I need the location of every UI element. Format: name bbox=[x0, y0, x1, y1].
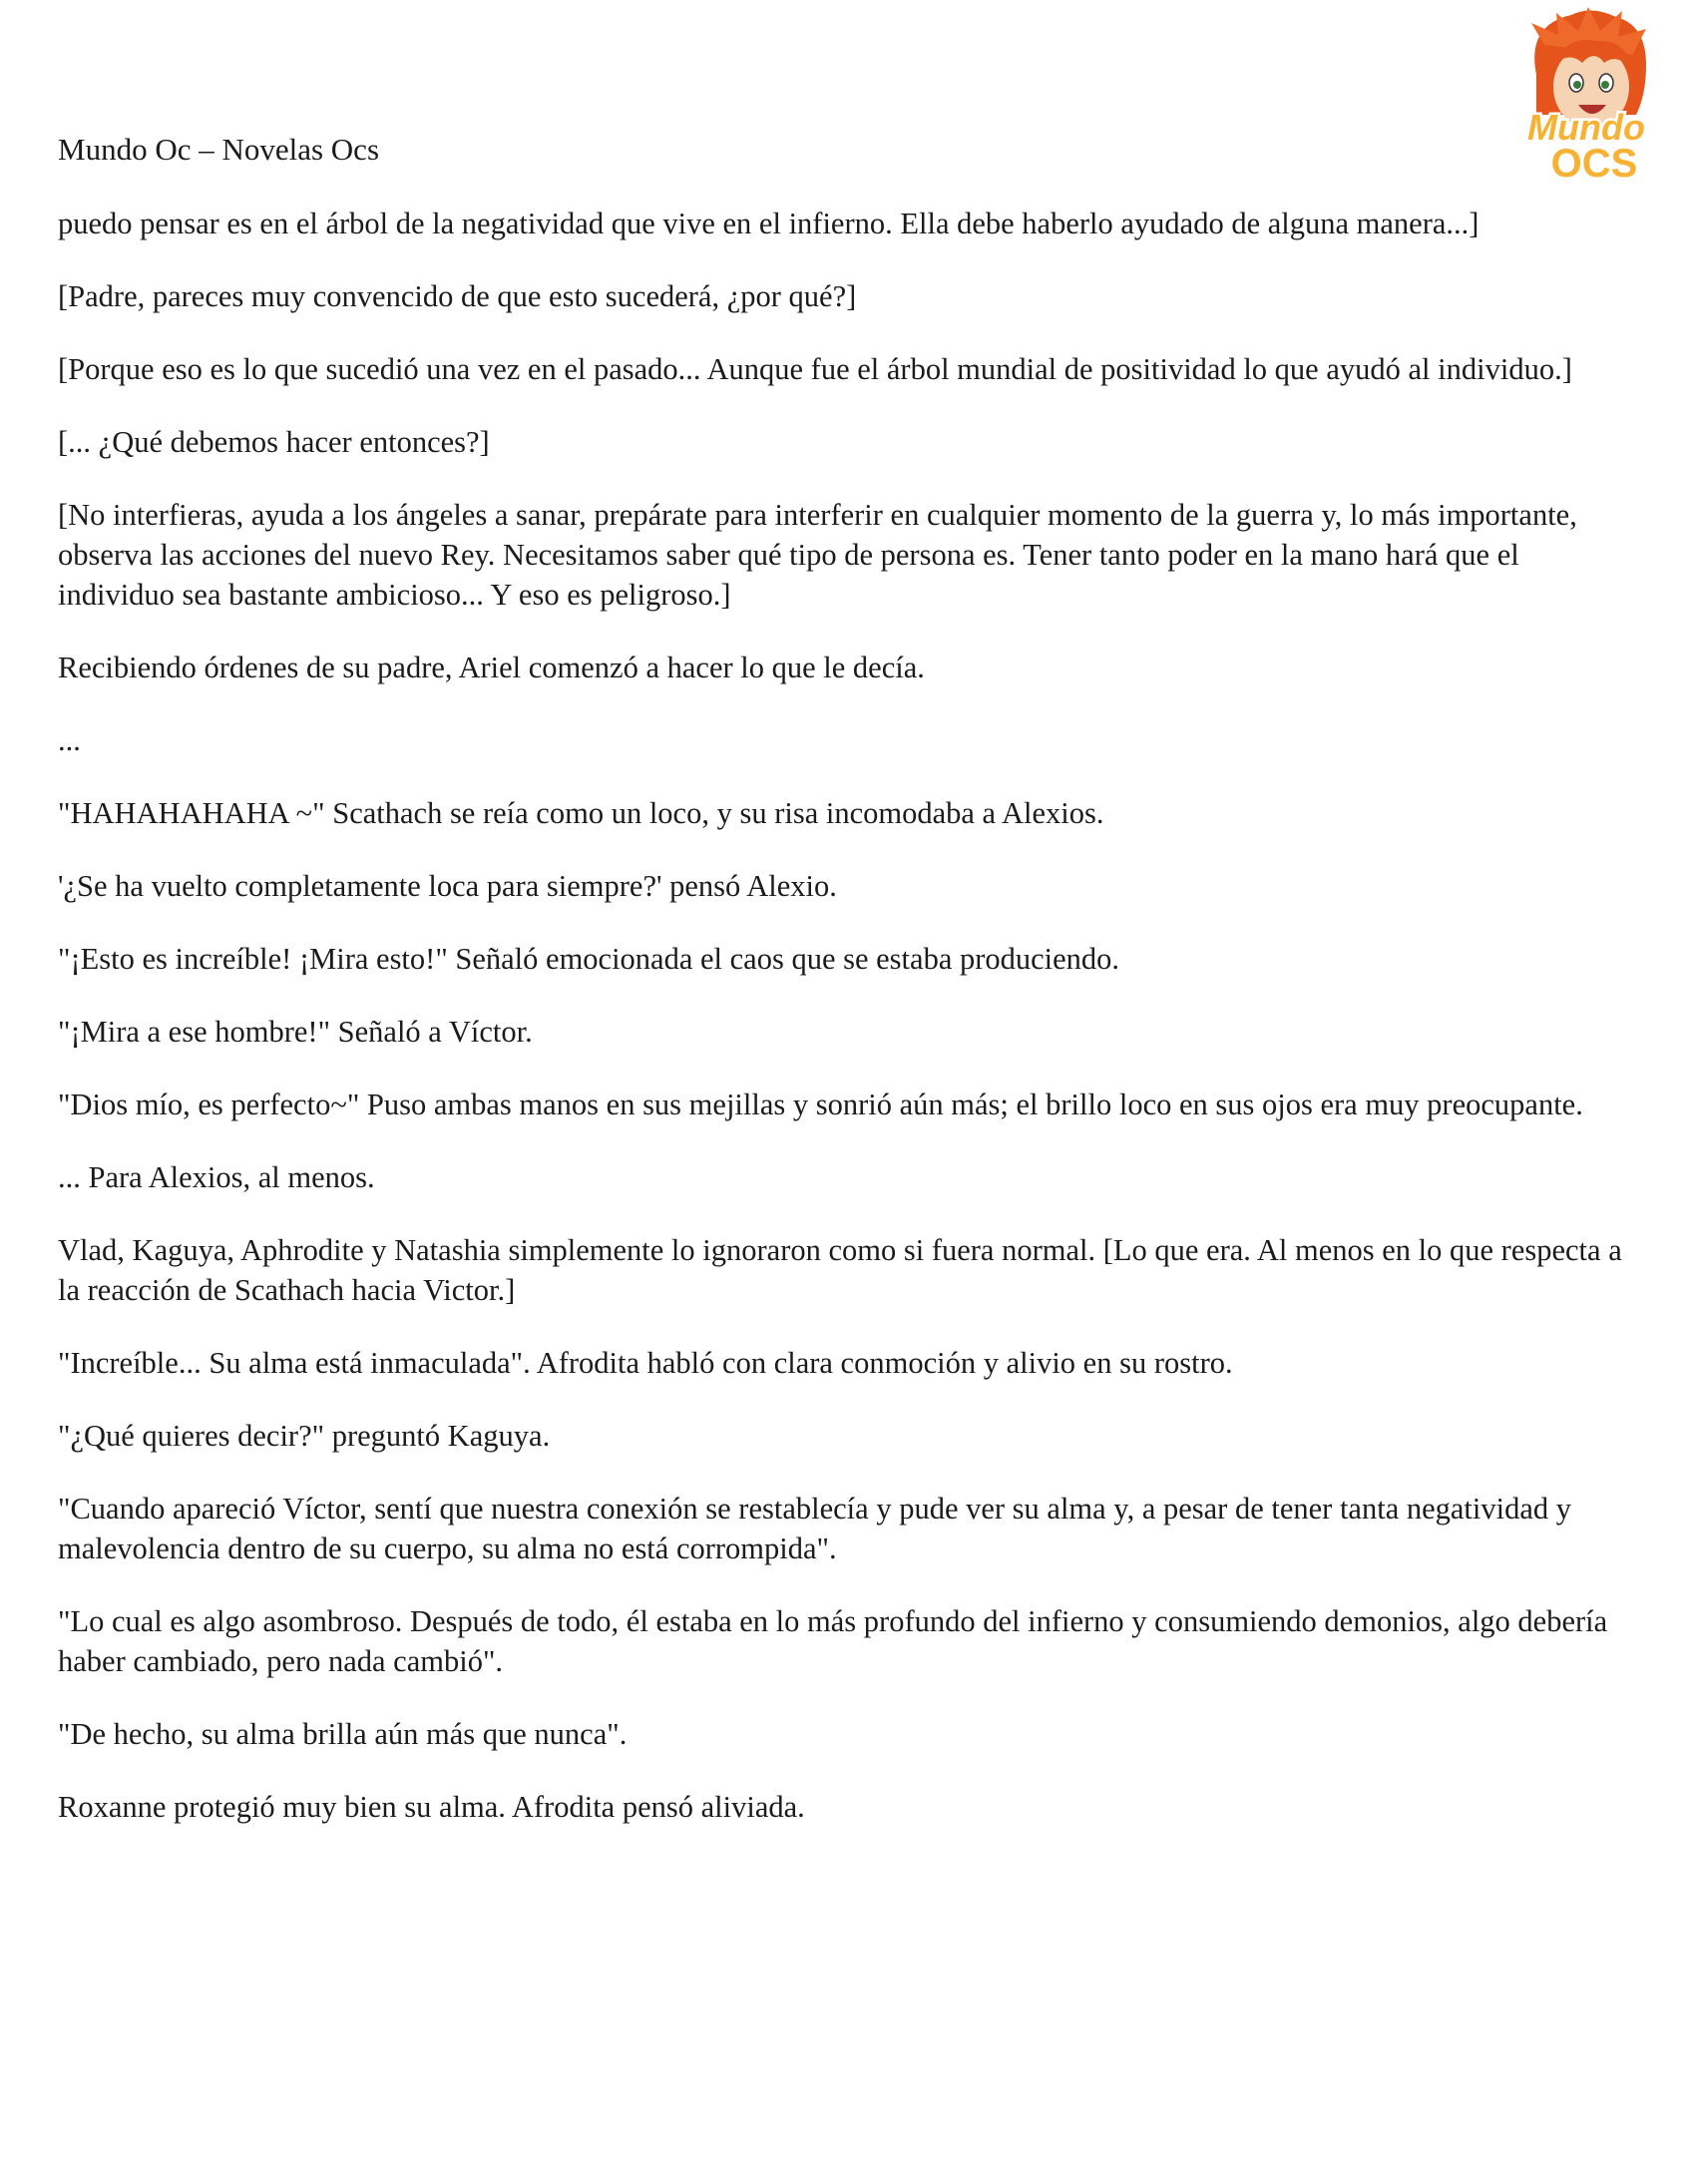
paragraph: ... bbox=[58, 723, 81, 757]
paragraph: "¡Esto es increíble! ¡Mira esto!" Señaló emocionada el caos que se estaba produciendo. bbox=[58, 942, 1120, 976]
paragraph: "Dios mío, es perfecto~" Puso ambas manos en sus mejillas y sonrió aún más; el brillo loco en sus ojos era muy preocupante. bbox=[58, 1088, 1583, 1121]
paragraph: "¿Qué quieres decir?" preguntó Kaguya. bbox=[58, 1419, 551, 1453]
paragraph: [... ¿Qué debemos hacer entonces?] bbox=[58, 425, 490, 459]
logo-text-top: Mundo bbox=[1527, 107, 1645, 148]
paragraph: [Padre, pareces muy convencido de que esto sucederá, ¿por qué?] bbox=[58, 279, 857, 313]
mundo-ocs-logo bbox=[1496, 5, 1676, 185]
paragraph: "Cuando apareció Víctor, sentí que nuestra conexión se restablecía y pude ver su alma y, a pesar de tener tanta negatividad y malevolencia dentro de su cuerpo, su alma no está corrompida". bbox=[58, 1492, 1572, 1565]
document-body bbox=[58, 204, 1634, 1860]
paragraph: Roxanne protegió muy bien su alma. Afrodita pensó aliviada. bbox=[58, 1790, 805, 1824]
paragraph: "Increíble... Su alma está inmaculada". Afrodita habló con clara conmoción y alivio en su rostro. bbox=[58, 1346, 1233, 1380]
logo-text-bottom: OCS bbox=[1550, 142, 1638, 185]
anime-character-logo-icon bbox=[1496, 5, 1676, 185]
paragraph: "¡Mira a ese hombre!" Señaló a Víctor. bbox=[58, 1015, 533, 1049]
paragraph: "Lo cual es algo asombroso. Después de todo, él estaba en lo más profundo del infierno y consumiendo demonios, algo debería haber cambiado, pero nada cambió". bbox=[58, 1604, 1608, 1678]
paragraph: [No interfieras, ayuda a los ángeles a sanar, prepárate para interferir en cualquier momento de la guerra y, lo más importante, observa las acciones del nuevo Rey. Necesitamos saber qué tipo de persona es. Tener tanto poder en la mano hará que el individuo sea bastante ambicioso... Y eso es peligroso.] bbox=[58, 498, 1577, 612]
paragraph: ... Para Alexios, al menos. bbox=[58, 1160, 375, 1194]
paragraph: '¿Se ha vuelto completamente loca para siempre?' pensó Alexio. bbox=[58, 869, 837, 903]
paragraph: Recibiendo órdenes de su padre, Ariel comenzó a hacer lo que le decía. bbox=[58, 651, 925, 684]
paragraph: "De hecho, su alma brilla aún más que nunca". bbox=[58, 1717, 628, 1751]
paragraph: [Porque eso es lo que sucedió una vez en el pasado... Aunque fue el árbol mundial de positividad lo que ayudó al individuo.] bbox=[58, 352, 1572, 386]
paragraph: Vlad, Kaguya, Aphrodite y Natashia simplemente lo ignoraron como si fuera normal. [Lo que era. Al menos en lo que respecta a la reacción de Scathach hacia Victor.] bbox=[58, 1233, 1622, 1307]
paragraph: puedo pensar es en el árbol de la negatividad que vive en el infierno. Ella debe haberlo ayudado de alguna manera...] bbox=[58, 207, 1479, 240]
page-header: Mundo Oc – Novelas Ocs bbox=[58, 132, 380, 167]
paragraph: "HAHAHAHAHA ~" Scathach se reía como un loco, y su risa incomodaba a Alexios. bbox=[58, 796, 1104, 830]
